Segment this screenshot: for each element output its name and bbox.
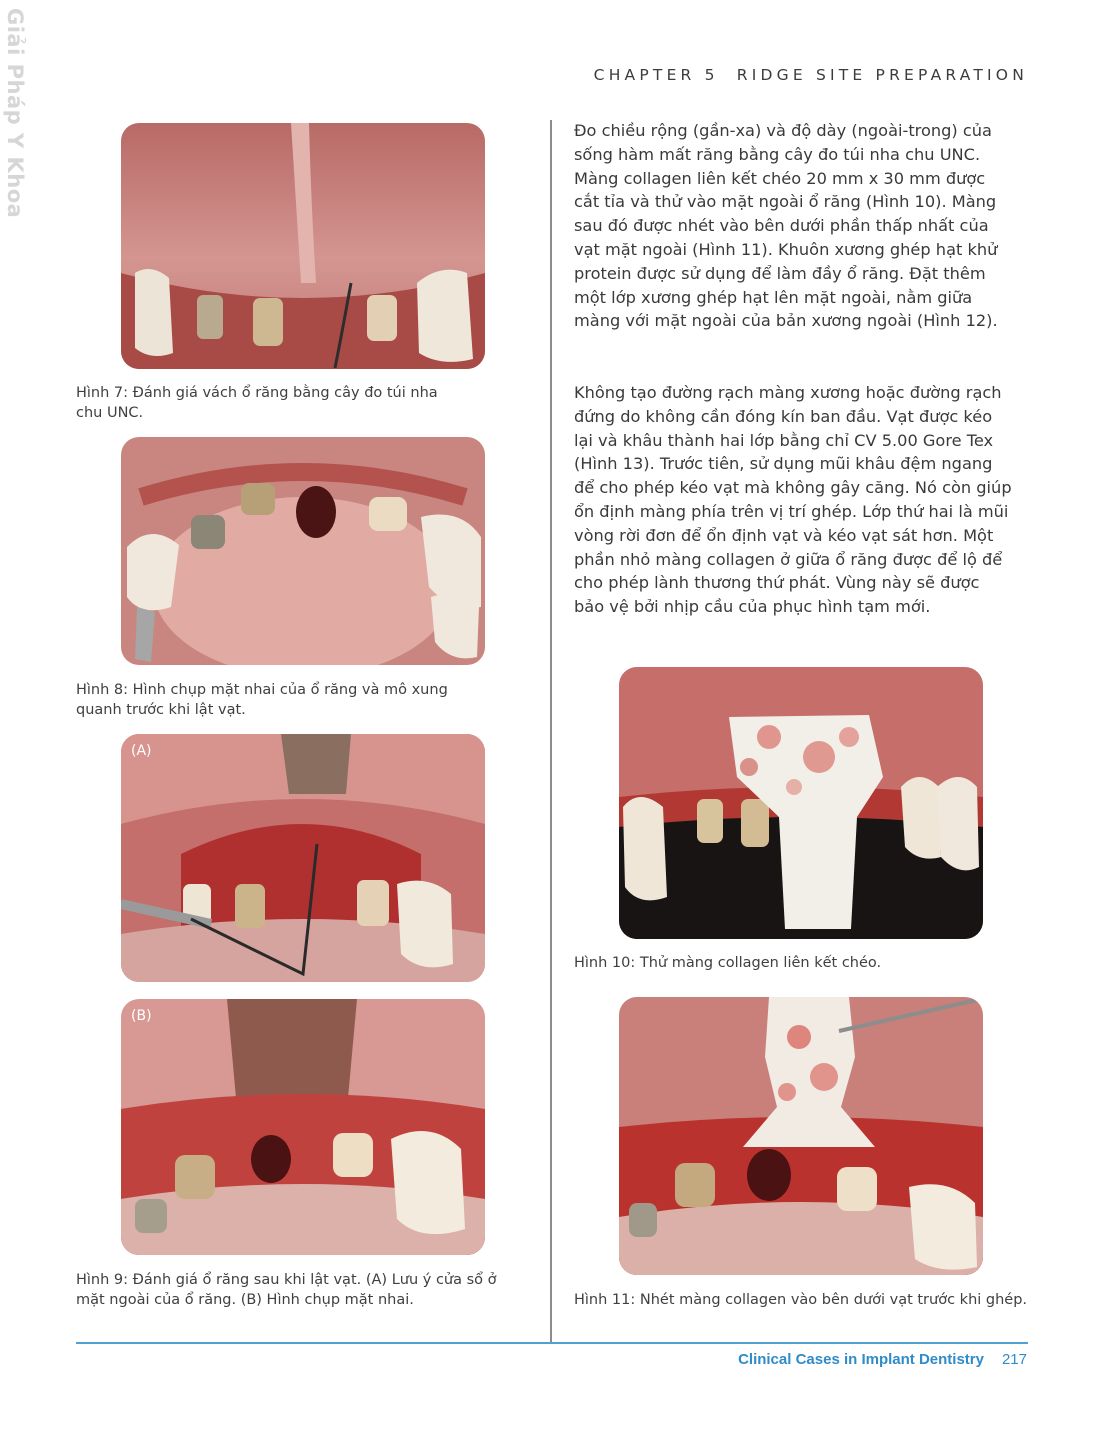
column-divider: [550, 120, 552, 1344]
figure-9a-label: (A): [131, 743, 152, 759]
figure-7-caption: Hình 7: Đánh giá vách ổ răng bằng cây đo túi nha chu UNC.: [76, 385, 438, 421]
chapter-number: CHAPTER 5: [593, 66, 719, 84]
figure-10-caption: Hình 10: Thử màng collagen liên kết chéo.: [574, 955, 882, 971]
figure-8-photo: [121, 437, 485, 665]
footer-rule: [76, 1342, 1028, 1344]
page-footer: [738, 1351, 1027, 1368]
figure-9-caption: Hình 9: Đánh giá ổ răng sau khi lật vạt. (A) Lưu ý cửa sổ ở mặt ngoài của ổ răng. (B) Hình chụp mặt nhai.: [76, 1272, 497, 1308]
figure-11-caption: Hình 11: Nhét màng collagen vào bên dưới vạt trước khi ghép.: [574, 1292, 1028, 1308]
page-number: 217: [1001, 1351, 1027, 1368]
running-header: [594, 66, 1028, 84]
chapter-title: RIDGE SITE PREPARATION: [736, 66, 1028, 84]
figure-10-photo: [619, 667, 983, 939]
paragraph-1: Đo chiều rộng (gần-xa) và độ dày (ngoài-trong) của sống hàm mất răng bằng cây đo túi nha chu UNC. Màng collagen liên kết chéo 20 mm x 30 mm được cắt tỉa và thử vào mặt ngoài ổ răng (Hình 10). Màng sau đó được nhét vào bên dưới phần thấp nhất của vạt mặt ngoài (Hình 11). Khuôn xương ghép hạt khử protein được sử dụng để làm đầy ổ răng. Đặt thêm một lớp xương ghép hạt lên mặt ngoài, nằm giữa màng với mặt ngoài của bản xương ngoài (Hình 12).: [574, 121, 998, 331]
watermark: Giải Pháp Y Khoa: [3, 8, 27, 219]
book-title: Clinical Cases in Implant Dentistry: [738, 1351, 984, 1368]
figure-9a-photo: [121, 734, 485, 982]
figure-11-photo: [619, 997, 983, 1275]
figure-7-photo: [121, 123, 485, 369]
paragraph-2: Không tạo đường rạch màng xương hoặc đường rạch đứng do không cần đóng kín ban đầu. Vạt được kéo lại và khâu thành hai lớp bằng chỉ CV 5.00 Gore Tex (Hình 13). Trước tiên, sử dụng mũi khâu đệm ngang để cho phép kéo vạt mà không gây căng. Nó còn giúp ổn định màng phía trên vị trí ghép. Lớp thứ hai là mũi vòng rời đơn để ổn định vạt và kéo vạt sát hơn. Một phần nhỏ màng collagen ở giữa ổ răng được để lộ để cho phép lành thương thứ phát. Vùng này sẽ được bảo vệ bởi nhịp cầu của phục hình tạm mới.: [574, 383, 1012, 617]
figure-8-caption: Hình 8: Hình chụp mặt nhai của ổ răng và mô xung quanh trước khi lật vạt.: [76, 682, 448, 718]
figure-9b-label: (B): [131, 1008, 152, 1024]
figure-9b-photo: [121, 999, 485, 1255]
